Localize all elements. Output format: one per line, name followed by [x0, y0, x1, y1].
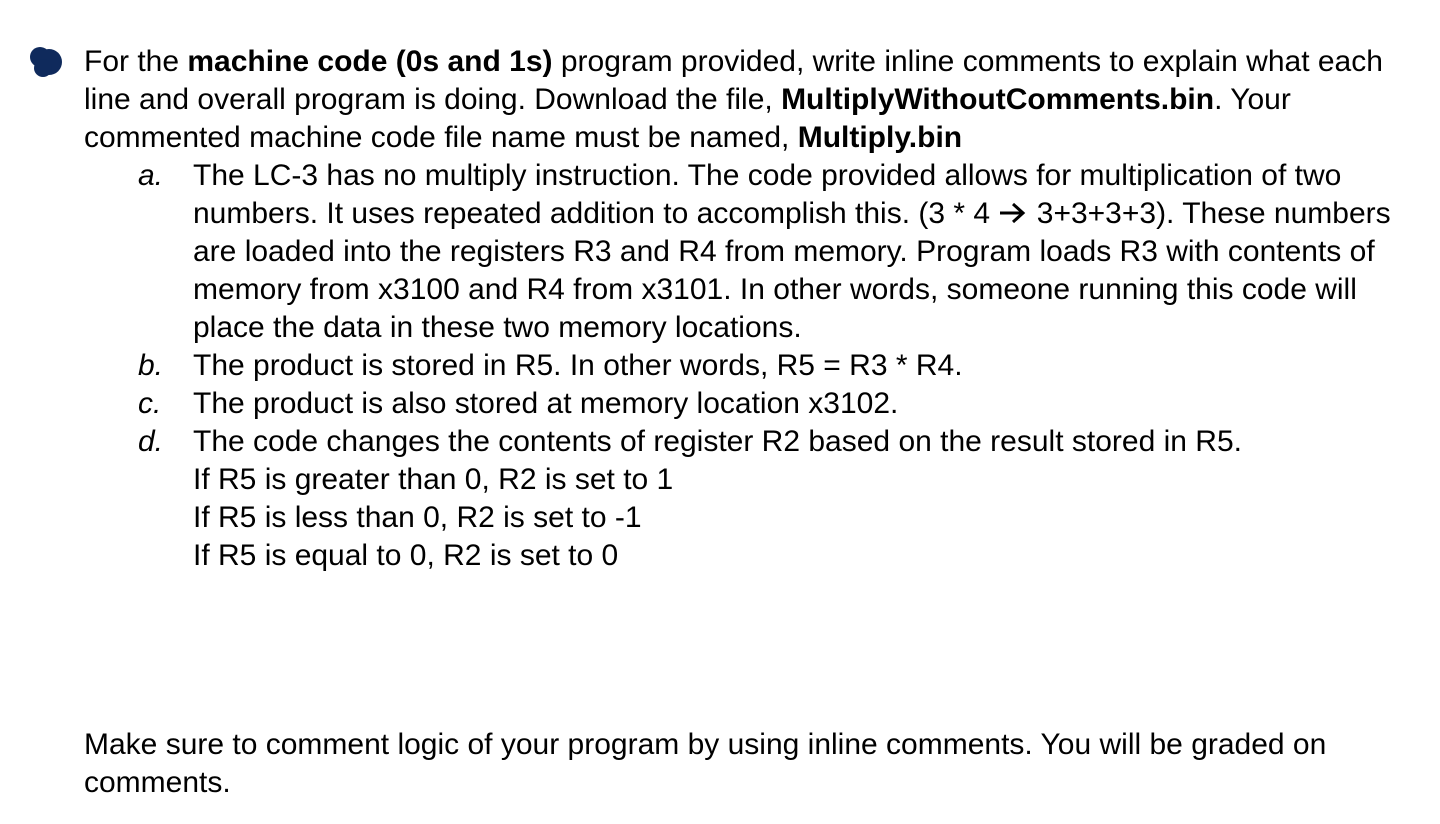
- grading-note-text: Make sure to comment logic of your program by using inline comments. You will be graded on comments.: [84, 728, 1327, 799]
- input-file-name: MultiplyWithoutComments.bin: [781, 83, 1215, 116]
- intro-paragraph: [84, 43, 1404, 157]
- condition-equal-to-zero: If R5 is equal to 0, R2 is set to 0: [193, 539, 619, 572]
- condition-greater-than-zero: If R5 is greater than 0, R2 is set to 1: [193, 463, 674, 496]
- list-marker: b.: [138, 349, 164, 382]
- list-marker: a.: [138, 159, 164, 192]
- list-item-text: The product is stored in R5. In other words, R5 = R3 * R4.: [193, 349, 963, 382]
- output-file-name: Multiply.bin: [797, 121, 963, 154]
- list-item-text: The LC-3 has no multiply instruction. The code provided allows for multiplication of two numbers. It uses repeated addition to accomplish this. (3 * 4: [193, 159, 1342, 230]
- list-marker: d.: [138, 425, 164, 458]
- list-item-c: [84, 385, 1404, 423]
- bullet-icon: [27, 42, 67, 82]
- list-item-text: The product is also stored at memory location x3102.: [193, 387, 899, 420]
- right-arrow-icon: [998, 201, 1028, 225]
- list-item-d: [84, 423, 1404, 575]
- condition-less-than-zero: If R5 is less than 0, R2 is set to -1: [193, 501, 642, 534]
- assignment-instructions: [84, 43, 1404, 575]
- intro-text: For the: [84, 45, 188, 78]
- list-marker: c.: [138, 387, 162, 420]
- list-item-a: [84, 157, 1404, 347]
- intro-text: program provided, write inline comments to explain what each line and overall program is doing. Download the file,: [84, 45, 1383, 116]
- list-item-text: The code changes the contents of register R2 based on the result stored in R5.: [193, 425, 1242, 458]
- list-item-b: [84, 347, 1404, 385]
- grading-note: [84, 726, 1384, 802]
- requirements-list: [84, 157, 1404, 575]
- intro-emphasis-machine-code: machine code (0s and 1s): [187, 45, 553, 78]
- intro-text: . Your commented machine code file name must be named,: [84, 83, 1291, 154]
- list-item-text: 3+3+3+3). These numbers are loaded into the registers R3 and R4 from memory. Program loads R3 with contents of memory from x3100 and R4 from x3101. In other words, someone running this code will place the data in these two memory locations.: [193, 197, 1391, 344]
